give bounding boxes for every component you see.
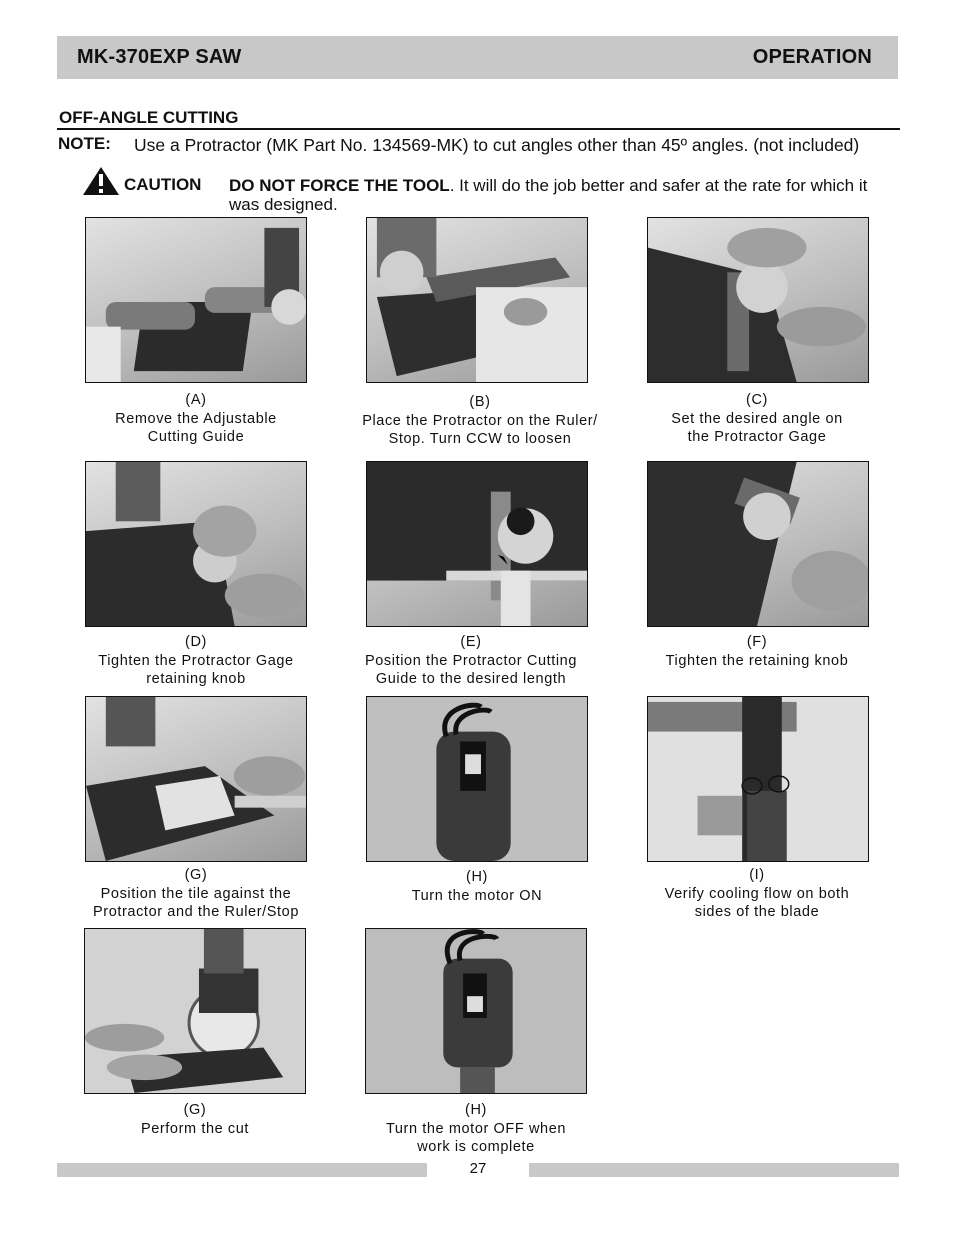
caption-c-id: (C) — [746, 392, 768, 408]
photo-cooling-flow — [647, 696, 869, 862]
page-header — [57, 36, 898, 79]
caption-d-line2: retaining knob — [146, 671, 246, 687]
caption-d-id: (D) — [185, 634, 207, 650]
caption-c-line1: Set the desired angle on — [671, 410, 843, 427]
caption-h-motor-on — [352, 868, 602, 905]
note-text: Use a Protractor (MK Part No. 134569-MK) to cut angles other than 45º angles. (not included) — [134, 135, 860, 155]
caption-c-line2: the Protractor Gage — [687, 429, 827, 445]
note-label: NOTE: — [58, 134, 111, 153]
caption-f-id: (F) — [746, 634, 768, 650]
caption-h1-id: (H) — [466, 869, 488, 885]
photo-set-angle — [647, 217, 869, 383]
caption-g2-id: (G) — [183, 1102, 207, 1118]
caption-e-line1: Position the Protractor Cutting — [364, 652, 578, 669]
caption-a — [71, 391, 321, 447]
photo-tighten-retaining-knob — [647, 461, 869, 627]
caption-g-position-tile — [71, 866, 321, 922]
caption-a-line2: Cutting Guide — [147, 429, 245, 445]
photo-remove-cutting-guide — [85, 217, 307, 383]
caption-g-perform-cut — [70, 1101, 320, 1138]
caption-c — [632, 391, 882, 447]
caption-f — [632, 633, 882, 670]
caption-g1-id: (G) — [184, 867, 208, 883]
header-right-title: OPERATION — [752, 46, 872, 68]
caution-body-text: . It will do the job better and safer at the rate for which it was designed. — [229, 176, 868, 214]
photo-perform-cut — [84, 928, 306, 1094]
caption-h-motor-off — [351, 1101, 601, 1157]
caption-b-line1: Place the Protractor on the Ruler/ — [362, 412, 598, 429]
caption-d-line1: Tighten the Protractor Gage — [98, 652, 294, 669]
photo-tighten-gage-knob — [85, 461, 307, 627]
caption-h2-line2: work is complete — [417, 1139, 535, 1155]
footer-bar-right — [529, 1163, 899, 1177]
caption-a-line1: Remove the Adjustable — [115, 410, 277, 427]
caption-h2-id: (H) — [465, 1102, 487, 1118]
photo-position-cutting-guide — [366, 461, 588, 627]
caption-h2-line1: Turn the motor OFF when — [385, 1120, 567, 1137]
caption-e — [346, 633, 596, 689]
caption-f-line1: Tighten the retaining knob — [665, 652, 849, 669]
caption-e-id: (E) — [460, 634, 482, 650]
caption-a-id: (A) — [185, 392, 207, 408]
page-number: 27 — [469, 1160, 487, 1177]
caption-b-id: (B) — [469, 394, 491, 410]
caution-bold-text: DO NOT FORCE THE TOOL — [229, 176, 450, 195]
caption-b — [355, 393, 605, 449]
photo-motor-off — [365, 928, 587, 1094]
caution-label: CAUTION — [124, 175, 202, 194]
header-left-title: MK-370EXP SAW — [77, 46, 242, 68]
photo-motor-on — [366, 696, 588, 862]
caption-e-line2: Guide to the desired length — [375, 671, 567, 687]
photo-position-tile — [85, 696, 307, 862]
photo-place-protractor — [366, 217, 588, 383]
caption-g2-line1: Perform the cut — [140, 1120, 250, 1137]
caption-d — [71, 633, 321, 689]
caption-b-line2: Stop. Turn CCW to loosen — [388, 431, 572, 447]
warning-triangle-icon — [82, 166, 120, 196]
caption-i-line2: sides of the blade — [694, 904, 820, 920]
caption-h1-line1: Turn the motor ON — [411, 887, 543, 904]
caption-g1-line1: Position the tile against the — [100, 885, 292, 902]
caption-i — [632, 866, 882, 922]
section-title: OFF-ANGLE CUTTING — [57, 108, 900, 130]
footer-bar-left — [57, 1163, 427, 1177]
caution-text — [229, 176, 869, 214]
caption-i-id: (I) — [749, 867, 765, 883]
caption-i-line1: Verify cooling flow on both — [664, 885, 850, 902]
caption-g1-line2: Protractor and the Ruler/Stop — [93, 904, 299, 920]
